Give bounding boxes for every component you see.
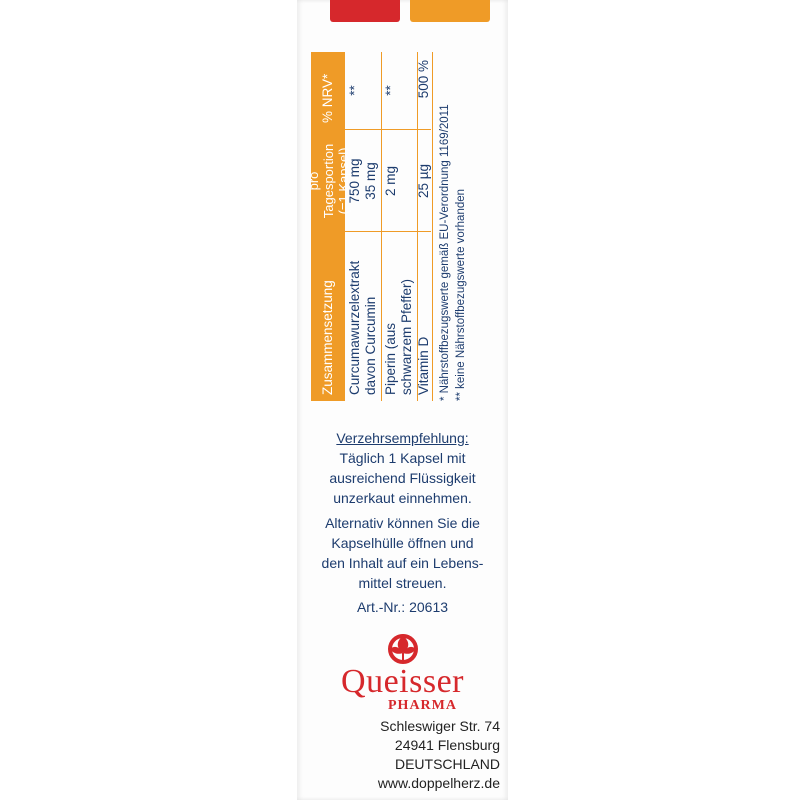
- nutrition-table: [305, 52, 498, 401]
- footnote-none: ** keine Nährstoffbezugswerte vorhanden: [455, 188, 467, 401]
- usage-line: unzerkaut einnehmen.: [333, 490, 472, 506]
- address-street: Schleswiger Str. 74: [380, 718, 500, 734]
- header-nrv: % NRV*: [320, 73, 335, 123]
- top-red-label-strip: [330, 0, 400, 22]
- table-cell-nrv: **: [347, 85, 362, 96]
- table-cell-name: Vitamin D: [416, 336, 431, 395]
- table-cell-nrv: **: [383, 85, 398, 96]
- header-daily-portion: pro Tagesportion (=1 Kapsel): [305, 143, 351, 219]
- table-footnotes: [437, 52, 469, 401]
- table-cell-nrv: 500 %: [416, 60, 431, 99]
- table-header-row: [305, 52, 351, 401]
- alternative-line: Kapselhülle öffnen und: [331, 535, 474, 551]
- footnote-nrv: * Nährstoffbezugswerte gemäß EU-Verordnung 1169/2011: [439, 104, 451, 401]
- usage-heading: Verzehrsempfehlung:: [336, 430, 469, 446]
- company-address: [320, 717, 500, 793]
- address-country: DEUTSCHLAND: [394, 756, 500, 772]
- column-divider: [311, 231, 431, 232]
- brand-name: Queisser: [341, 663, 464, 700]
- alternative-line: mittel streuen.: [358, 575, 447, 591]
- header-composition: Zusammensetzung: [320, 280, 335, 395]
- website-link[interactable]: www.doppelherz.de: [377, 775, 500, 791]
- table-bottom-border: [432, 52, 433, 401]
- table-cell-name: Piperin (aus: [383, 322, 398, 395]
- alternative-line: den Inhalt auf ein Lebens-: [321, 555, 484, 571]
- alternative-line: Alternativ können Sie die: [325, 515, 480, 531]
- article-number: Art.-Nr.: 20613: [356, 599, 449, 615]
- table-cell-name: schwarzem Pfeffer): [399, 278, 414, 395]
- usage-recommendation: [297, 428, 508, 508]
- table-cell-amount: 25 µg: [416, 163, 431, 199]
- brand-subtitle: PHARMA: [388, 698, 457, 713]
- alternative-usage: [297, 513, 508, 593]
- table-cell-name: davon Curcumin: [363, 296, 378, 395]
- table-cell-name: Curcumawurzelextrakt: [347, 260, 362, 395]
- table-cell-amount: 750 mg: [347, 158, 362, 204]
- usage-line: Täglich 1 Kapsel mit: [339, 450, 466, 466]
- address-city: 24941 Flensburg: [394, 737, 500, 753]
- column-divider: [311, 129, 431, 130]
- queisser-q-leaf-icon: [386, 632, 420, 664]
- table-cell-amount: 35 mg: [363, 162, 378, 200]
- top-orange-label-strip: [410, 0, 490, 22]
- usage-line: ausreichend Flüssigkeit: [329, 470, 476, 486]
- table-cell-amount: 2 mg: [383, 166, 398, 197]
- row-divider: [381, 52, 382, 401]
